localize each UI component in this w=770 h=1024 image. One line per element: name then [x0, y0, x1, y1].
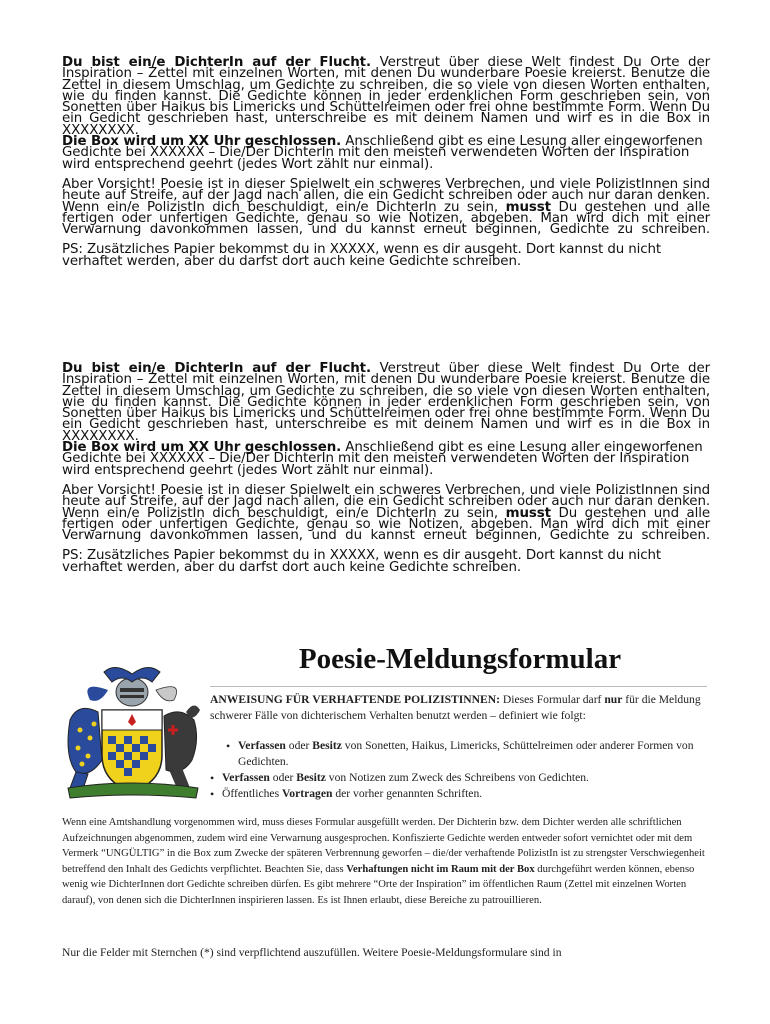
handout-block-1 — [62, 57, 710, 267]
instruction-text-a: Dieses Formular darf — [500, 693, 605, 706]
definition-list — [210, 770, 706, 802]
coat-of-arms-icon — [60, 660, 205, 805]
instruction-text-b: für die Meldung schwerer Fälle von dichterischem Verhalten benutzt werden – definiert wie folgt: — [210, 693, 701, 722]
warning-emphasis: musst — [505, 505, 551, 521]
definition-term: Besitz — [296, 771, 326, 784]
intro-paragraph — [62, 57, 710, 136]
definition-term: Verfassen — [238, 739, 286, 752]
definition-text: der vorher genannten Schriften. — [332, 787, 483, 800]
warning-paragraph — [62, 482, 710, 544]
warning-paragraph — [62, 176, 710, 238]
intro-text: Verstreut über diese Welt findest Du Orte der Inspiration – Zettel mit einzelnen Worten, mit denen Du wunderbare Poesie kreierst. Benutze die Zettel in diesem Umschlag, um Gedichte zu schreiben, die so viele von diesen Worten enthalten, wie du finden kannst. Die Gedichte können in jeder erdenklichen Form geschrieben sein, von Sonetten über Haikus bis Limericks und Schüttelreimen oder frei ohne bestimmte Form. Wenn Du ein Gedicht geschrieben hast, unterschreibe es mit deinem Namen und wirf es in die Box in XXXXXXXX. — [62, 55, 710, 138]
shield-icon — [102, 710, 162, 792]
intro-text: Verstreut über diese Welt findest Du Orte der Inspiration – Zettel mit einzelnen Worten, mit denen Du wunderbare Poesie kreierst. Benutze die Zettel in diesem Umschlag, um Gedichte zu schreiben, die so viele von diesen Worten enthalten, wie du finden kannst. Die Gedichte können in jeder erdenklichen Form geschrieben sein, von Sonetten über Haikus bis Limericks und Schüttelreimen oder frei ohne bestimmte Form. Wenn Du ein Gedicht geschrieben hast, unterschreibe es mit deinem Namen und wirf es in die Box in XXXXXXXX. — [62, 361, 710, 444]
right-supporter-icon — [164, 705, 200, 788]
warning-emphasis: musst — [505, 199, 551, 215]
warning-text-b: Du gestehen und alle fertigen oder unfertigen Gedichte, genau so wie Notizen, abgeben. Man wird dich mit einer Verwarnung davonkommen lassen, und du kannst erneut beginnen, Gedichte zu schreiben. — [62, 199, 710, 238]
list-item — [210, 786, 706, 802]
box-paragraph — [62, 136, 710, 170]
definition-term: Besitz — [312, 739, 342, 752]
ps-paragraph: PS: Zusätzliches Papier bekommst du in XXXXX, wenn es dir ausgeht. Dort kannst du nicht verhaftet werden, aber du darfst dort auch keine Gedichte schreiben. — [62, 548, 662, 575]
intro-paragraph — [62, 363, 710, 442]
definition-term: Verfassen — [222, 771, 270, 784]
left-supporter-icon — [68, 708, 102, 788]
definition-text: von Sonetten, Haikus, Limericks, Schüttelreimen oder anderer Formen von Gedichten. — [238, 739, 694, 768]
instruction-heading: ANWEISUNG FÜR VERHAFTENDE POLIZISTINNEN: — [210, 693, 500, 706]
box-paragraph — [62, 442, 710, 476]
definition-text: oder — [269, 771, 297, 784]
instruction-paragraph — [210, 692, 710, 724]
definition-text: von Notizen zum Zweck des Schreibens von Gedichten. — [325, 771, 589, 784]
title-divider — [210, 686, 707, 687]
procedure-text-b: durchgeführt werden können, ebenso wenig wie DichterInnen dort Gedichte schreiben dürfen. Es gibt mehrere “Orte der Inspiration” im öffentlichen Raum (Zettel mit einzelnen Worten darauf), von denen sich die DichterInnen inspirieren lassen. Es ist Ihnen erlaubt, diese Bereiche zu patrouillieren. — [62, 863, 695, 906]
procedure-paragraph — [62, 815, 707, 908]
procedure-emphasis: Verhaftungen nicht im Raum mit der Box — [346, 863, 535, 875]
intro-lead: Du bist ein/e DichterIn auf der Flucht. — [62, 361, 371, 376]
definition-text: Öffentliches — [222, 787, 282, 800]
helmet-icon — [87, 667, 176, 706]
instruction-emphasis: nur — [604, 693, 623, 706]
handout-block-2 — [62, 363, 710, 573]
box-lead: Die Box wird um XX Uhr geschlossen. — [62, 134, 342, 150]
intro-lead: Du bist ein/e DichterIn auf der Flucht. — [62, 55, 371, 70]
form-title: Poesie-Meldungsformular — [298, 643, 622, 675]
warning-text-a: Aber Vorsicht! Poesie ist in dieser Spielwelt ein schweres Verbrechen, und viele PolizistInnen sind heute auf Streife, auf der Jagd nach allen, die ein Gedicht schreiben oder auch nur daran denken. Wenn ein/e PolizistIn dich beschuldigt, ein/e DichterIn zu sein, — [62, 176, 710, 215]
box-lead: Die Box wird um XX Uhr geschlossen. — [62, 440, 342, 456]
required-fields-note: Nur die Felder mit Sternchen (*) sind verpflichtend auszufüllen. Weitere Poesie-Meldungsformulare sind in — [62, 946, 562, 959]
warning-text-a: Aber Vorsicht! Poesie ist in dieser Spielwelt ein schweres Verbrechen, und viele PolizistInnen sind heute auf Streife, auf der Jagd nach allen, die ein Gedicht schreiben oder auch nur daran denken. Wenn ein/e PolizistIn dich beschuldigt, ein/e DichterIn zu sein, — [62, 482, 710, 521]
compartment-icon — [68, 783, 198, 798]
definition-term: Vortragen — [282, 787, 333, 800]
box-text: Anschließend gibt es eine Lesung aller eingeworfenen Gedichte bei XXXXXX – Die/Der DichterIn mit den meisten verwendeten Worten der Inspiration wird entsprechend geehrt (jedes Wort zählt nur einmal). — [62, 134, 703, 172]
ps-paragraph: PS: Zusätzliches Papier bekommst du in XXXXX, wenn es dir ausgeht. Dort kannst du nicht verhaftet werden, aber du darfst dort auch keine Gedichte schreiben. — [62, 242, 662, 269]
list-item — [210, 770, 706, 786]
procedure-text-a: Wenn eine Amtshandlung vorgenommen wird, muss dieses Formular ausgefüllt werden. Der Dichterin bzw. dem Dichter werden alle schriftlichen Aufzeichnungen abgenommen, zudem wird eine Verwarnung ausgesprochen. Konfiszierte Gedichte werden entweder sofort vernichtet oder mit dem Vermerk “UNGÜLTIG” in die Box zum Zwecke der späteren Verbrennung geworfen – die/der verhaftende PolizistIn ist zu strengster Verschwiegenheit betreffend den Inhalt des Gedichts verpflichtet. Beachten Sie, dass — [62, 817, 705, 875]
list-item — [226, 738, 706, 770]
warning-text-b: Du gestehen und alle fertigen oder unfertigen Gedichte, genau so wie Notizen, abgeben. Man wird dich mit einer Verwarnung davonkommen lassen, und du kannst erneut beginnen, Gedichte zu schreiben. — [62, 505, 710, 544]
definition-list — [226, 738, 706, 770]
box-text: Anschließend gibt es eine Lesung aller eingeworfenen Gedichte bei XXXXXX – Die/Der DichterIn mit den meisten verwendeten Worten der Inspiration wird entsprechend geehrt (jedes Wort zählt nur einmal). — [62, 440, 703, 478]
definition-text: oder — [285, 739, 313, 752]
